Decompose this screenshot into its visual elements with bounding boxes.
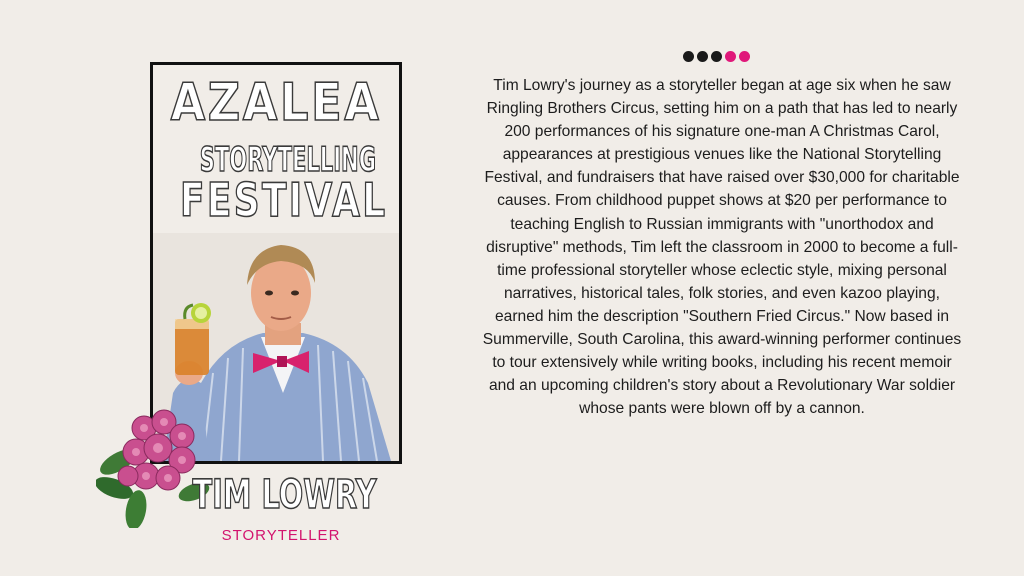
dot-4 [725,51,736,62]
dot-1 [683,51,694,62]
page-dots [683,51,750,62]
performer-role: STORYTELLER [221,527,341,544]
dot-5 [739,51,750,62]
festival-title-line-1: AZALEA [170,73,382,133]
performer-name: TIM LOWRY [192,472,377,518]
dot-2 [697,51,708,62]
festival-title-line-2: STORYTELLING [199,140,377,180]
bio-text: Tim Lowry's journey as a storyteller began at age six when he saw Ringling Brothers Circus, setting him on a path that has led to nearly 200 performances of his signature one-man A Christmas Carol, appearances at prestigious venues like the National Storytelling Festival, and fundraisers that have raised over $30,000 for charitable causes. From childhood puppet shows at $20 per performance to teaching English to Russian immigrants with "unorthodox and disruptive" methods, Tim left the classroom in 2000 to become a full-time professional storyteller whose eclectic style, mixing personal narratives, historical tales, folk stories, and even kazoo playing, earned him the description "Southern Fried Circus." Now based in Summerville, South Carolina, this award-winning performer continues to tour extensively while writing books, including his recent memoir and an upcoming children's story about a Revolutionary War soldier whose pants were blown off by a cannon. [482,77,962,418]
festival-title-line-3: FESTIVAL [180,173,388,227]
dot-3 [711,51,722,62]
